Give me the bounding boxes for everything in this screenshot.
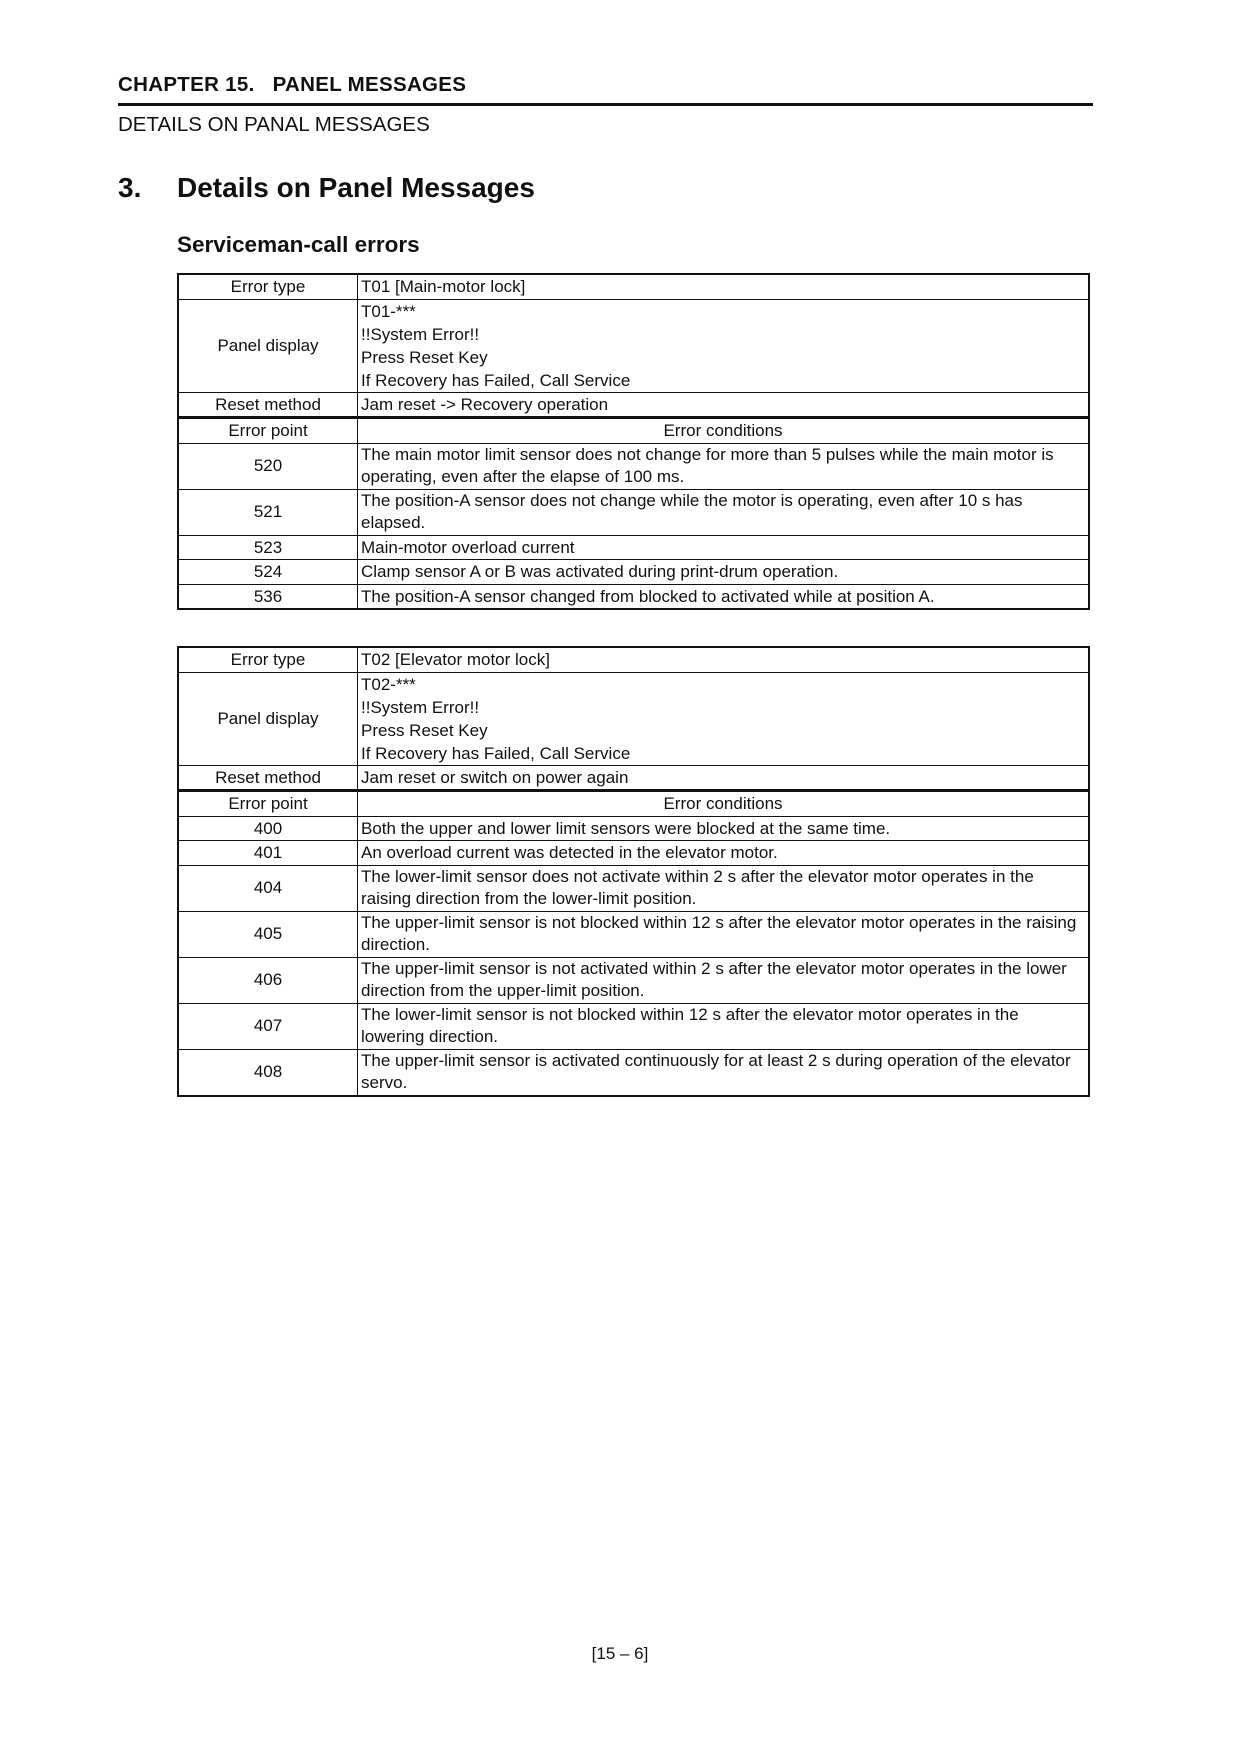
error-condition: The main motor limit sensor does not change for more than 5 pulses while the main motor is operating, even after the elapse of 100 ms. [358,443,1090,489]
error-point: 524 [178,560,358,585]
table-row [178,1049,1089,1096]
section-heading [118,170,535,206]
panel-display-label: Panel display [178,672,358,765]
table-row [178,911,1089,957]
error-condition: Main-motor overload current [358,535,1090,560]
panel-display-line: !!System Error!! [361,697,480,717]
table-row [178,957,1089,1003]
error-point: 536 [178,584,358,609]
error-condition: The upper-limit sensor is activated continuously for at least 2 s during operation of the elevator servo. [358,1049,1090,1096]
error-point: 405 [178,911,358,957]
error-type-row [178,274,1089,299]
header-subtitle: DETAILS ON PANAL MESSAGES [118,113,430,136]
reset-method-value: Jam reset -> Recovery operation [358,392,1090,418]
error-condition: Both the upper and lower limit sensors were blocked at the same time. [358,816,1090,841]
error-point: 400 [178,816,358,841]
error-point: 406 [178,957,358,1003]
panel-display-value [358,299,1090,392]
reset-method-value: Jam reset or switch on power again [358,765,1090,791]
table-row [178,584,1089,609]
error-point: 523 [178,535,358,560]
panel-display-label: Panel display [178,299,358,392]
panel-display-line: Press Reset Key [361,720,488,740]
table-row [178,816,1089,841]
error-type-value: T02 [Elevator motor lock] [358,647,1090,672]
error-condition: Clamp sensor A or B was activated during print-drum operation. [358,560,1090,585]
column-header-row [178,418,1089,444]
panel-display-row [178,672,1089,765]
column-header-row [178,791,1089,817]
error-conditions-header: Error conditions [358,418,1090,444]
panel-display-line: If Recovery has Failed, Call Service [361,370,631,390]
error-point: 404 [178,865,358,911]
page-header [118,72,1093,138]
error-type-value: T01 [Main-motor lock] [358,274,1090,299]
error-point: 408 [178,1049,358,1096]
error-point: 520 [178,443,358,489]
error-table-t02 [177,646,1090,1097]
subsection-heading: Serviceman-call errors [177,232,420,257]
panel-display-value [358,672,1090,765]
error-condition: The position-A sensor changed from blocked to activated while at position A. [358,584,1090,609]
section-number: 3. [118,172,142,203]
error-type-label: Error type [178,274,358,299]
reset-method-row [178,765,1089,791]
panel-display-line: !!System Error!! [361,324,480,344]
panel-display-line: Press Reset Key [361,347,488,367]
error-point: 407 [178,1003,358,1049]
table-row [178,489,1089,535]
error-condition: The upper-limit sensor is not blocked within 12 s after the elevator motor operates in the raising direction. [358,911,1090,957]
reset-method-row [178,392,1089,418]
header-divider [118,103,1093,106]
table-row [178,535,1089,560]
error-condition: The lower-limit sensor does not activate within 2 s after the elevator motor operates in the raising direction from the lower-limit position. [358,865,1090,911]
error-point-header: Error point [178,791,358,817]
reset-method-label: Reset method [178,392,358,418]
section-title: Details on Panel Messages [177,172,535,203]
error-point: 401 [178,841,358,866]
table-row [178,1003,1089,1049]
error-condition: The position-A sensor does not change while the motor is operating, even after 10 s has elapsed. [358,489,1090,535]
table-row [178,560,1089,585]
reset-method-label: Reset method [178,765,358,791]
panel-display-line: T02-*** [361,674,416,694]
chapter-title: CHAPTER 15. PANEL MESSAGES [118,73,467,96]
error-condition: The lower-limit sensor is not blocked within 12 s after the elevator motor operates in the lowering direction. [358,1003,1090,1049]
table-row [178,865,1089,911]
error-type-label: Error type [178,647,358,672]
panel-display-row [178,299,1089,392]
error-type-row [178,647,1089,672]
error-table-t01 [177,273,1090,610]
table-row [178,443,1089,489]
error-point: 521 [178,489,358,535]
error-condition: The upper-limit sensor is not activated within 2 s after the elevator motor operates in the lower direction from the upper-limit position. [358,957,1090,1003]
error-conditions-header: Error conditions [358,791,1090,817]
error-point-header: Error point [178,418,358,444]
table-row [178,841,1089,866]
page-number: [15 – 6] [591,1644,649,1663]
panel-display-line: If Recovery has Failed, Call Service [361,743,631,763]
error-condition: An overload current was detected in the elevator motor. [358,841,1090,866]
panel-display-line: T01-*** [361,301,416,321]
